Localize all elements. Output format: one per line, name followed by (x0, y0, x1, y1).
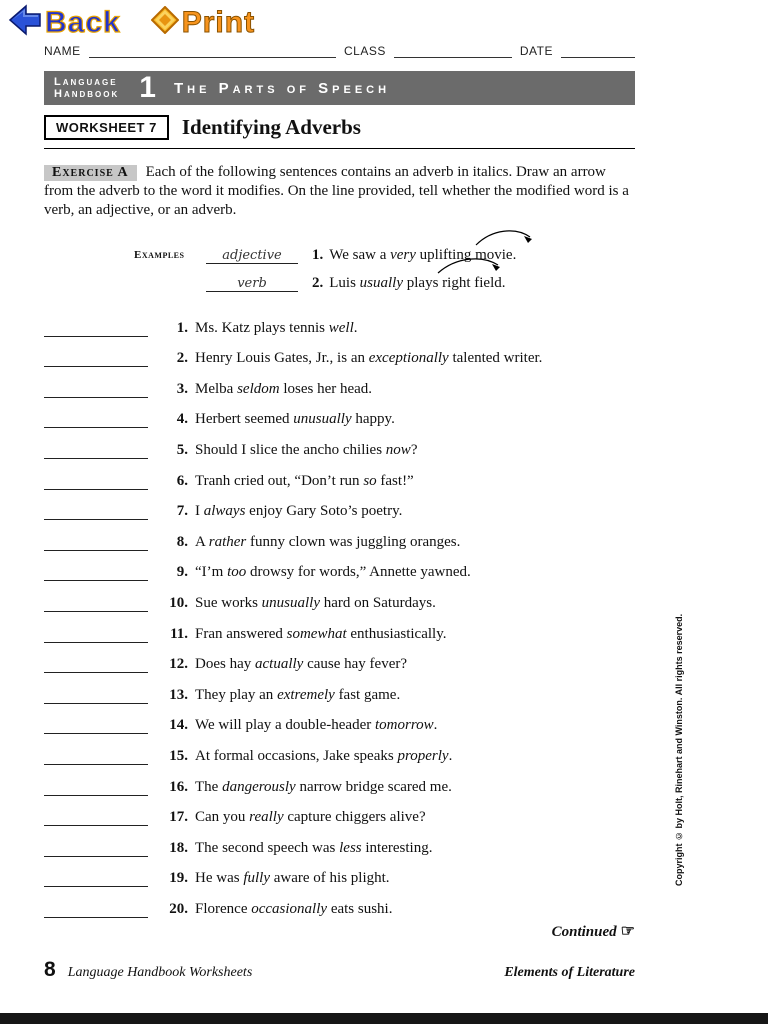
sentence-text: I always enjoy Gary Soto’s poetry. (195, 503, 403, 520)
handbook-label-line2: Handbook (54, 88, 120, 100)
answer-blank (44, 316, 148, 337)
item-number: 9. (176, 564, 188, 581)
sentence-text: Does hay actually cause hay fever? (195, 656, 408, 673)
item-number: 12. (169, 656, 188, 673)
sentence-row (44, 398, 635, 429)
item-number: 13. (169, 686, 188, 703)
item-number: 17. (169, 809, 188, 826)
sentence-list (44, 306, 635, 918)
sentence-row (44, 796, 635, 827)
example-answer: verb (206, 276, 298, 292)
exercise-instructions-text: Each of the following sentences contains an adverb in italics. Draw an arrow from the adverb to the word it modifies. On the line provided, tell whether the modified word is a verb, an adjective, or an adverb. (44, 164, 629, 218)
print-button-label: Print (181, 5, 256, 39)
sentence-row (44, 887, 635, 918)
item-number: 20. (169, 900, 188, 917)
answer-blank (44, 897, 148, 918)
answer-blank (44, 499, 148, 520)
back-arrow-icon (8, 4, 42, 41)
sentence-text: The dangerously narrow bridge scared me. (195, 778, 452, 795)
name-class-date-row (44, 44, 635, 58)
item-number: 5. (176, 441, 188, 458)
answer-blank (44, 438, 148, 459)
answer-blank (44, 469, 148, 490)
worksheet-page (44, 44, 635, 941)
sentence-row (44, 704, 635, 735)
answer-blank (44, 346, 148, 367)
viewer-toolbar (8, 4, 255, 41)
print-button[interactable] (151, 6, 255, 40)
worksheet-number-box: WORKSHEET 7 (44, 115, 169, 140)
sentence-row (44, 765, 635, 796)
exercise-instructions (44, 163, 635, 220)
answer-blank (44, 744, 148, 765)
sentence-row (44, 367, 635, 398)
answer-blank (44, 407, 148, 428)
sentence-text: “I’m too drowsy for words,” Annette yawned. (195, 564, 471, 581)
sentence-text: Henry Louis Gates, Jr., is an exceptionally talented writer. (195, 350, 543, 367)
sentence-row (44, 337, 635, 368)
sentence-text: Fran answered somewhat enthusiastically. (195, 625, 447, 642)
sentence-text: Melba seldom loses her head. (195, 380, 373, 397)
page-number: 8 (44, 958, 56, 981)
item-number: 19. (169, 870, 188, 887)
item-number: 14. (169, 717, 188, 734)
answer-blank (44, 713, 148, 734)
example-number: 2. (312, 275, 324, 291)
sentence-row (44, 428, 635, 459)
example-answer: adjective (206, 248, 298, 264)
item-number: 16. (169, 778, 188, 795)
sentence-text: A rather funny clown was juggling oranges. (195, 533, 461, 550)
answer-blank (44, 622, 148, 643)
sentence-text: Herbert seemed unusually happy. (195, 411, 395, 428)
copyright-sidebar-text: Copyright © by Holt, Rinehart and Winston. All rights reserved. (674, 613, 684, 887)
print-diamond-icon (151, 6, 179, 39)
sentence-row (44, 826, 635, 857)
sentence-row (44, 673, 635, 704)
sentence-text: Ms. Katz plays tennis well. (195, 319, 358, 336)
chapter-title: The Parts of Speech (173, 79, 391, 97)
sentence-row (44, 306, 635, 337)
answer-blank (44, 530, 148, 551)
exercise-label: Exercise A (44, 165, 137, 181)
name-label: NAME (44, 44, 81, 58)
continued-hand-icon: ☞ (620, 922, 635, 940)
answer-blank (44, 805, 148, 826)
footer-series-title: Language Handbook Worksheets (67, 965, 253, 980)
item-number: 1. (176, 319, 188, 336)
item-number: 7. (176, 503, 188, 520)
sentence-text: Should I slice the ancho chilies now? (195, 441, 418, 458)
back-button-label: Back (45, 5, 121, 39)
footer-book-title: Elements of Literature (504, 965, 635, 980)
sentence-row (44, 612, 635, 643)
answer-blank (44, 683, 148, 704)
sentence-text: Sue works unusually hard on Saturdays. (195, 594, 436, 611)
class-label: CLASS (344, 44, 386, 58)
chapter-number: 1 (139, 71, 156, 104)
sentence-text: Can you really capture chiggers alive? (195, 809, 426, 826)
sentence-row (44, 490, 635, 521)
item-number: 4. (176, 411, 188, 428)
answer-blank (44, 560, 148, 581)
sentence-row (44, 581, 635, 612)
item-number: 18. (169, 839, 188, 856)
sentence-row (44, 734, 635, 765)
handbook-label-line1: Language (54, 76, 118, 88)
item-number: 3. (176, 380, 188, 397)
answer-blank (44, 836, 148, 857)
handbook-header-band (44, 71, 635, 105)
back-button[interactable] (8, 4, 121, 41)
item-number: 2. (176, 350, 188, 367)
sentence-text: Tranh cried out, “Don’t run so fast!” (195, 472, 414, 489)
answer-blank (44, 775, 148, 796)
sentence-text: He was fully aware of his plight. (195, 870, 390, 887)
handbook-label (54, 76, 119, 100)
item-number: 11. (170, 625, 188, 642)
viewer-bottom-edge (0, 1013, 768, 1024)
sentence-row (44, 551, 635, 582)
example-sentence: Luis usually plays right field. (329, 275, 506, 291)
examples-label-spacer (134, 289, 206, 292)
sentence-row (44, 520, 635, 551)
date-blank (561, 45, 635, 58)
examples-block (134, 236, 635, 292)
answer-blank (44, 866, 148, 887)
page-footer (44, 958, 635, 982)
sentence-row (44, 643, 635, 674)
sentence-text: At formal occasions, Jake speaks properly. (195, 747, 453, 764)
sentence-text: Florence occasionally eats sushi. (195, 900, 393, 917)
sentence-text: They play an extremely fast game. (195, 686, 401, 703)
example-row (134, 264, 635, 292)
answer-blank (44, 652, 148, 673)
divider-rule (44, 148, 635, 149)
item-number: 8. (176, 533, 188, 550)
date-label: DATE (519, 44, 553, 58)
example-number: 1. (312, 247, 324, 263)
item-number: 6. (176, 472, 188, 489)
sentence-text: The second speech was less interesting. (195, 839, 433, 856)
name-blank (89, 45, 336, 58)
worksheet-title: Identifying Adverbs (181, 115, 361, 139)
item-number: 10. (169, 594, 188, 611)
continued-note (44, 921, 635, 941)
sentence-row (44, 459, 635, 490)
answer-blank (44, 377, 148, 398)
answer-blank (44, 591, 148, 612)
class-blank (394, 45, 512, 58)
continued-text: Continued (551, 923, 617, 940)
sentence-text: We will play a double-header tomorrow. (195, 717, 438, 734)
example-sentence: We saw a very uplifting movie. (329, 247, 517, 263)
examples-label: Examples (134, 249, 185, 261)
sentence-row (44, 857, 635, 888)
footer-left (44, 958, 252, 982)
example-row (134, 236, 635, 264)
worksheet-title-row (44, 115, 635, 140)
item-number: 15. (169, 747, 188, 764)
